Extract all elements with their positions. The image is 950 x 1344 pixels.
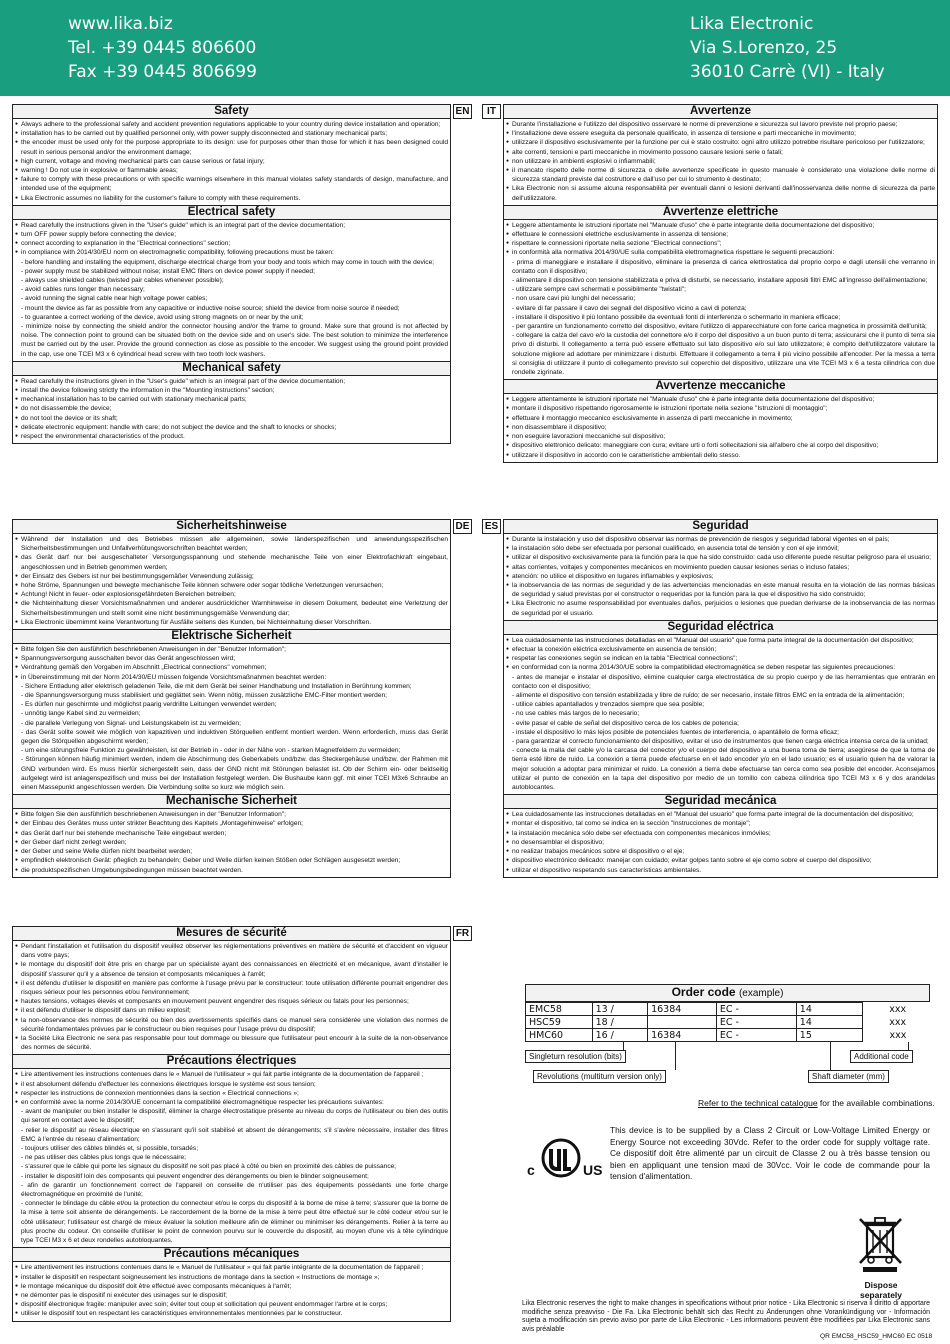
singleturn-label: Singleturn resolution (bits): [525, 1050, 626, 1063]
list-item: ● Lea cuidadosamente las instrucciones detalladas en el "Manual del usuario" que forma parte integral de la documentación del dispositivo;: [506, 636, 935, 645]
list-item: ● il est absolument défendu d'effectuer les connexions électriques lorsque le système est sous tension;: [15, 1080, 448, 1089]
list-item: ● il mancato rispetto delle norme di sicurezza o delle avvertenze specificate in questo manuale è considerato una violazione delle norme di sicurezza standard previste dal costruttore e dall'uso per cui lo strumento è destinato;: [506, 166, 935, 184]
table-cell: xxx: [889, 1029, 907, 1041]
section-body: [12, 119, 451, 444]
list-item: ● in conformità alla normativa 2014/30/UE sulla compatibilità elettromagnetica rispettare le seguenti precauzioni:: [506, 248, 935, 257]
list-item: ● la instalación sólo debe ser efectuada por personal cualificado, en ausencia total de tensión y con el eje inmóvil;: [506, 544, 935, 553]
revolutions-label: Revolutions (multiturn version only): [533, 1070, 666, 1083]
list-item: ● montar el dispositivo, tal como se indica en la sección "Instrucciones de montaje";: [506, 819, 935, 828]
list-item: ● Verdrahtung gemäß den Vorgaben im Abschnitt „Electrical connections" vornehmen;: [15, 663, 448, 672]
list-item: ● Lire attentivement les instructions contenues dans le « Manuel de l'utilisateur » qui fait partie intégrante de la documentation de l'appareil ;: [15, 1263, 448, 1272]
list-item: ● ne démonter pas le dispositif ni exécuter des usinages sur le dispositif;: [15, 1291, 448, 1300]
list-item: ● dispositivo elettronico delicato: maneggiare con cura; evitare urti o forti sollecitazioni sia all'albero che al corpo del dispositivo;: [506, 441, 935, 450]
list-item: ● montare il dispositivo rispettando rigorosamente le istruzioni riportate nella sezione "Istruzioni di montaggio";: [506, 404, 935, 413]
list-item: ● Read carefully the instructions given in the "User's guide" which is an integral part of the device documentation;: [15, 221, 448, 230]
list-item: ● Lika Electronic no asume responsabilidad por eventuales daños, perjuicios o lesiones que puedan derivarse de la inobservancia de las normas de seguridad por el usuario.: [506, 599, 935, 617]
list-item: - connecter le blindage du câble et/ou la protection du connecteur et/ou le corps du dispositif à la borne de mise à terre; s'assurer que la borne de la mise à terre soit absente de dérangements. Le raccordement de la borne de la mise à terre peut être effectué sur le côté codeur et/ou sur le côté utilisateur; l'utilisateur est chargé de mieux évaluer la solution meilleure afin de éliminer ou minimiser les dérangements. Relier à la terre au plus proche du codeur. On conseille d'utiliser le point de connexion pourvu sur le couvercle du dispositif, au moyen d'une vis à tête cylindrique type TCEI M3 x 6 et deux rondelles autobloquantes.: [21, 1200, 448, 1245]
list-item: ● no realizar trabajos mecánicos sobre el dispositivo o el eje;: [506, 847, 935, 856]
list-item: - conecte la malla del cable y/o la carcasa del conector y/o el cuerpo del dispositivo a una buena toma de tierra; asegúrese de que la toma de tierra esté libre de ruido. La conexión a tierra puede efectuarse en el lado encoder y/o en el lado usuario; es el usuario quien ha de valorar la mejor solución a adoptar para minimizar el ruido. La conexión a tierra debe efectuarse tan cerca como sea posible del encoder. Aconsejamos utilizar el punto de conexión en la tapa del dispositivo por medio de un tornillo con cabeza cilíndrica tipo TCEI M3 x 6 y dos arandelas autoblocantes.: [512, 747, 935, 792]
list-item: ● das Gerät darf nur bei ausgeschalteter Versorgungsspannung und stehende mechanische Teile von einer Elektrofachkraft eingebaut, angeschlossen und in Betrieb genommen werden;: [15, 553, 448, 571]
list-item: - minimize noise by connecting the shield and/or the connector housing and/or the frame to ground. Make sure that ground is not affected by noise. The connection point to ground can be situated both on the device side and on user's side. The best solution to minimize the interference must be carried out by the user. Provide the ground connection as close as possible to the encoder. We suggest using the ground point provided in the cap, use one TCEI M3 x 6 cylindrical head screw with two tooth lock washers.: [21, 323, 448, 358]
list-item: - alimente el dispositivo con tensión estabilizada y libre de ruido; de ser necesario, instale filtros EMC en la entrada de la alimentación;: [512, 692, 905, 700]
list-item: ● le montage du dispositif doit être pris en charge par un spécialiste ayant des connaissances en électricité et en mécanique, avant d'installer le dispositif s'assurer qu'il y a absence de tension et composants mécaniques à l'arrêt;: [15, 960, 448, 978]
bullet-list: [506, 120, 935, 203]
list-item: ● der Einsatz des Gebers ist nur bei bestimmungsgemäßer Verwendung zulässig;: [15, 572, 448, 581]
list-item: ● la inobservancia de las normas de seguridad y de las advertencias mencionadas en este manual resulta en la violación de las normas básicas de seguridad y salud previstas por el constructor o requeridas por la función para la que el dispositivo ha sido construido;: [506, 581, 935, 599]
list-item: ● Achtung! Nicht in feuer- oder explosionsgefährdeten Bereichen betreiben;: [15, 590, 448, 599]
list-item: ● do not tool the device or its shaft;: [15, 414, 448, 423]
list-item: ● en conformidad con la norma 2014/30/UE sobre la compatibilidad electromagnética se deben respetar las siguientes precauciones:: [506, 663, 935, 672]
language-tag: FR: [453, 926, 472, 941]
list-item: - mount the device as far as possible from any capacitive or inductive noise source; shield the device from noise source if needed;: [21, 304, 400, 312]
list-item: ● delicate electronic equipment: handle with care; do not subject the device and the shaft to knocks or shocks;: [15, 423, 448, 432]
list-item: - power supply must be stabilized without noise; install EMC filters on device power supply if needed;: [21, 267, 315, 275]
list-item: ● respect the environmental characteristics of the product.: [15, 432, 448, 441]
language-tag: DE: [453, 519, 472, 534]
disclaimer: Lika Electronic reserves the right to make changes in specifications without prior notice - Lika Electronic si riserva il diritto di apportare modifiche senza preavviso - Die Fa. Lika Electronic behält sich das Recht zu Änderungen ohne Vorankündigung vor - Información sujeta a modificación sin previo aviso por parte de Lika Electronic - Les informations peuvent être modifiées par Lika Electronic sans avis préalable: [522, 1300, 930, 1333]
order-code-title: Order code (example): [525, 984, 930, 1002]
list-item: ● il est défendu d'utiliser le dispositif en manière pas conforme à l'usage prévu par le constructeur: toute utilisation différente pourrait engendrer des risques sérieux pour les personnes et/ou l'environnement;: [15, 979, 448, 997]
bullet-list: [15, 221, 448, 359]
list-item: - avoid running the signal cable near high voltage power cables;: [21, 295, 208, 303]
street: Via S.Lorenzo, 25: [690, 38, 838, 58]
list-item: - para garantizar el correcto funcionamiento del dispositivo, evitar el uso de instrumentos que tienen carga eléctrica intensa cerca de la unidad;: [512, 738, 929, 746]
bullet-list: [15, 377, 448, 441]
bullet-list: [15, 645, 448, 792]
table-cell: 16384: [648, 1003, 717, 1016]
list-item: ● atención: no utilice el dispositivo en lugares inflamables y explosivos;: [506, 572, 935, 581]
bullet-list: [506, 636, 935, 792]
list-item: ● connect according to explanation in the "Electrical connections" section;: [15, 239, 448, 248]
list-item: ● la non-observance des normes de sécurité ou bien des avertissements spécifiés dans ce manuel sera considérée une violation des normes de sécurité fondamentales prévues par le constructeur ou bien requises pour l'usage prévu du dispositif;: [15, 1016, 448, 1034]
bullet-list: [15, 1263, 448, 1318]
list-item: ● the encoder must be used only for the purpose appropriate to its design: use for purposes other than those for which it has been designed could result in serious personal and/or the environment damage;: [15, 138, 448, 156]
section-body: [503, 119, 938, 463]
bullet-list: [15, 120, 448, 203]
list-item: ● en conformité avec la norme 2014/30/UE concernant la compatibilité électromagnétique respecter les précautions suivantes:: [15, 1098, 448, 1107]
list-item: - before handling and installing the equipment, discharge electrical charge from your body and tools which may come in touch with the device;: [21, 258, 435, 266]
list-item: - Störungen können häufig minimiert werden, indem die Abschirmung des Geberkabels und/bzw. das Steckergehäuse und/bzw. der Rahmen mit GND verbunden wird. Es muss hierfür sichergestellt sein, dass der GND nicht mit Störungen belastet ist. Ob der Schirm ein- oder beidseitig aufgelegt wird ist anlagenspezifisch und muss bei der Installation festgelegt werden. Die Bushaube kann ggf. mit einer TCEI M3x6 Schraube an einen Massepunkt angeschlossen werden. Die Verbindung sollte so kurz wie möglich sein.: [21, 756, 448, 792]
list-item: ● installation has to be carried out by qualified personnel only, with power supply disconnected and stationary mechanical parts;: [15, 129, 448, 138]
list-item: ● der Geber und seine Welle dürfen nicht bearbeitet werden;: [15, 847, 448, 856]
section-fr: [12, 926, 472, 1322]
section-title: Avvertenze: [503, 104, 938, 119]
website: www.lika.biz: [68, 14, 173, 34]
table-cell: 16 /: [592, 1029, 647, 1042]
list-item: ● Während der Installation und des Betriebes müssen alle allgemeinen, sowie länderspezifischen und anwendungsspezifischen Sicherheitsbestimmungen und Unfallverhütungsvorschriften beachtet werden;: [15, 535, 448, 553]
list-item: ● no desensamblar el dispositivo;: [506, 838, 935, 847]
subsection-title: Mechanical safety: [13, 361, 450, 376]
table-row: [526, 1016, 930, 1029]
subsection-title: Seguridad mecánica: [504, 794, 937, 809]
section-title: Mesures de sécurité: [12, 926, 451, 941]
list-item: - no use cables más largos de lo necesario;: [512, 710, 640, 718]
section-body: [503, 534, 938, 878]
bullet-list: [506, 535, 935, 618]
catalog-link[interactable]: Refer to the technical catalogue: [698, 1098, 818, 1108]
list-item: ● do not disassemble the device;: [15, 404, 448, 413]
list-item: - avoid cables runs longer than necessary;: [21, 286, 145, 294]
list-item: ● la Société Lika Electronic ne sera pas responsable pour tout dommage ou blessure que l'utilisateur peut encourir à la suite de la non-observance des normes de sécurité.: [15, 1034, 448, 1052]
list-item: - always use shielded cables (twisted pair cables whenever possible);: [21, 277, 224, 285]
table-cell: 14: [796, 1016, 863, 1029]
list-item: ● installer le dispositif en respectant soigneusement les instructions de montage dans la section « Instructions de montage »;: [15, 1273, 448, 1282]
table-cell: [648, 1016, 717, 1029]
section-body: [12, 534, 451, 878]
table-cell: xxx: [889, 1016, 907, 1028]
list-item: ● der Einbau des Gerätes muss unter strikter Beachtung des Kapitels „Montagehinweise" erfolgen;: [15, 819, 448, 828]
table-cell: EC -: [716, 1003, 796, 1016]
list-item: ● in Übereinstimmung mit der Norm 2014/30/EU müssen folgende Vorsichtsmaßnahmen beachtet werden:: [15, 673, 448, 682]
table-cell: EC -: [716, 1016, 796, 1029]
order-code-legend: [525, 1042, 930, 1090]
list-item: ● turn OFF power supply before connecting the device;: [15, 230, 448, 239]
subsection-title: Avvertenze elettriche: [504, 205, 937, 220]
list-item: ● le montage mécanique du dispositif doit être effectué avec composants mécaniques à l'arrêt;: [15, 1282, 448, 1291]
list-item: - installer le dispositif loin des composants qui peuvent engendrer des dérangements ou bien le blinder soigneusement;: [21, 1172, 369, 1180]
list-item: ● l'installazione deve essere eseguita da personale qualificato, in assenza di tensione e parti meccaniche in movimento;: [506, 129, 935, 138]
list-item: ● il est défendu d'utiliser le dispositif dans un milieu explosif;: [15, 1006, 448, 1015]
list-item: - relier le dispositif au réseau électrique en s'assurant qu'il soit stabilisé et absent de dérangements; s'il s'avère nécessaire, installer des filtres EMC à l'entrée du réseau d'alimentation;: [21, 1126, 448, 1143]
list-item: ● Read carefully the instructions given in the "User's guide" which is an integral part of the device documentation;: [15, 377, 448, 386]
list-item: - utilizzare sempre cavi schermati e possibilmente "twistati";: [512, 286, 686, 294]
list-item: ● utilizar el dispositivo exclusivamente para la función para la que ha sido construido: cada uso diferente puede resultar peligroso para el usuario;: [506, 553, 935, 562]
list-item: ● hohe Ströme, Spannungen und bewegte mechanische Teile können schwere oder sogar tödliche Verletzungen verursachen;: [15, 581, 448, 590]
dispose-label: Dispose separately: [859, 1280, 903, 1300]
section-body: [12, 941, 451, 1322]
list-item: - antes de manejar e instalar el dispositivo, elimine cualquier carga electrostática de su propio cuerpo y de las herramientas que entrarán en contacto con el dispositivo;: [512, 673, 935, 690]
list-item: ● non utilizzare in ambienti esplosivi o infiammabili;: [506, 157, 935, 166]
list-item: - die Spannungsversorgung muss stabilisiert und geglättet sein. Wenn nötig, müssen zusätzliche EMC-Filter montiert werden;: [21, 692, 388, 700]
list-item: ● Always adhere to the professional safety and accident prevention regulations applicable to your country during device installation and operation;: [15, 120, 448, 129]
svg-text:c: c: [527, 1162, 535, 1178]
table-cell: 18 /: [592, 1016, 647, 1029]
list-item: - utilice cables apantallados y trenzados siempre que sea posible;: [512, 701, 705, 709]
list-item: - evitare di far passare il cavo dei segnali del dispositivo vicino a cavi di potenza;: [512, 304, 747, 312]
list-item: ● dispositivo electrónico delicado: manejar con cuidado; evitar golpes tanto sobre el eje como sobre el cuerpo del dispositivo;: [506, 856, 935, 865]
crossed-bin-icon: [855, 1215, 907, 1273]
list-item: ● non disassemblare il dispositivo;: [506, 423, 935, 432]
address-block: [690, 12, 885, 84]
subsection-title: Précautions mécaniques: [13, 1247, 450, 1262]
language-tag: EN: [453, 104, 472, 119]
list-item: ● Bitte folgen Sie den ausführlich beschriebenen Anweisungen in der "Benutzer Information";: [15, 810, 448, 819]
shaft-label: Shaft diameter (mm): [808, 1070, 889, 1083]
list-item: - avant de manipuler ou bien installer le dispositif, éliminer la charge électrostatique présente au niveau du corps de l'utilisateur ou bien des outils qui seront en contact avec le dispositif;: [21, 1108, 448, 1125]
document-code: QR EMC58_HSC59_HMC60 EC 0518: [820, 1333, 933, 1340]
list-item: ● respetar las conexiones según se indican en la tabla "Electrical connections";: [506, 654, 935, 663]
subsection-title: Mechanische Sicherheit: [13, 794, 450, 809]
list-item: - das Gerät sollte soweit wie möglich von kapazitiven und induktiven Störquellen entfernt montiert werden. Wenn erforderlich, muss das Gerät gegen die Störquellen abgeschirmt werden;: [21, 728, 448, 746]
list-item: ● utilizzare il dispositivo esclusivamente per la funzione per cui è stato costruito: ogni altro utilizzo potrebbe risultare pericoloso per l'utilizzatore;: [506, 138, 935, 147]
table-cell: EC -: [716, 1029, 796, 1042]
list-item: ● install the device following strictly the information in the "Mounting instructions" section;: [15, 386, 448, 395]
list-item: ● Leggere attentamente le istruzioni riportate nel "Manuale d'uso" che è parte integrante della documentazione del dispositivo;: [506, 395, 935, 404]
list-item: ● mechanical installation has to be carried out with stationary mechanical parts;: [15, 395, 448, 404]
order-code-box: [525, 984, 930, 1090]
list-item: ● effettuare il montaggio meccanico esclusivamente in assenza di parti meccaniche in movimento;: [506, 414, 935, 423]
subsection-title: Avvertenze meccaniche: [504, 379, 937, 394]
list-item: - alimentare il dispositivo con tensione stabilizzata e priva di disturbi, se necessario, installare appositi filtri EMC all'ingresso dell'alimentazione;: [512, 277, 928, 285]
list-item: ● in compliance with 2014/30/EU norm on electromagnetic compatibility, following precautions must be taken:: [15, 248, 448, 257]
list-item: ● Bitte folgen Sie den ausführlich beschriebenen Anweisungen in der "Benutzer Information";: [15, 645, 448, 654]
list-item: ● effettuare le connessioni elettriche esclusivamente in assenza di tensione;: [506, 230, 935, 239]
list-item: ● rispettare le connessioni riportate nella sezione "Electrical connections";: [506, 239, 935, 248]
list-item: ● Durante la instalación y uso del dispositivo observar las normas de prevención de riesgos y seguridad laboral vigentes en el país;: [506, 535, 935, 544]
list-item: ● die produktspezifischen Umgebungsbedingungen müssen beachtet werden.: [15, 866, 448, 875]
list-item: ● Lika Electronic non si assume alcuna responsabilità per eventuali danni o lesioni derivanti dall'inosservanza delle norme di sicurezza da parte dell'utilizzatore.: [506, 184, 935, 202]
list-item: ● empfindlich elektronisch Gerät: pfleglich zu behandeln; Geber und Welle dürfen keinen Stößen oder Schlägen ausgesetzt werden;: [15, 856, 448, 865]
list-item: ● high current, voltage and moving mechanical parts can cause serious or fatal injury;: [15, 157, 448, 166]
list-item: ● alte correnti, tensioni e parti meccaniche in movimento possono causare lesioni serie o fatali;: [506, 148, 935, 157]
list-item: ● dispositif électronique fragile: manipuler avec soin; éviter tout coup et sollicitation qui peuvent endommager l'arbre et le corps;: [15, 1300, 448, 1309]
list-item: ● utiliser le dispositif tout en respectant les caractéristiques environnementales mentionnées par le constructeur.: [15, 1309, 448, 1318]
list-item: ● utilizar el dispositivo respetando sus características ambientales.: [506, 866, 935, 875]
bullet-list: [506, 810, 935, 874]
list-item: ● Lika Electronic assumes no liability for the customer's failure to comply with these requirements.: [15, 194, 448, 203]
list-item: ● Spannungsversorgung ausschalten bevor das Gerät angeschlossen wird;: [15, 654, 448, 663]
list-item: ● hautes tensions, voltages élevés et composants en mouvement peuvent engendrer des risques sérieux ou fatals pour les personnes;: [15, 997, 448, 1006]
catalog-note: Refer to the technical catalogue for the available combinations.: [698, 1098, 935, 1108]
list-item: ● der Geber darf nicht zerlegt werden;: [15, 838, 448, 847]
list-item: ● Pendant l'installation et l'utilisation du dispositif veuillez observer les réglementations préventives en matière de sécurité et d'accident en vigueur dans votre pays;: [15, 942, 448, 960]
table-cell: EMC58: [526, 1003, 593, 1016]
list-item: - installare il dispositivo il più lontano possibile da eventuali fonti di interferenza o schermarlo in maniera efficace;: [512, 313, 841, 321]
list-item: - prima di maneggiare e installare il dispositivo, eliminare la presenza di carica elettrostatica dal proprio corpo e dagli utensili che verranno in contatto con il dispositivo;: [512, 258, 935, 275]
header-banner: [0, 0, 950, 96]
company-name: Lika Electronic: [690, 14, 814, 34]
contact-block: [68, 12, 257, 84]
table-cell: HSC59: [526, 1016, 593, 1029]
weee-block: [843, 1215, 919, 1300]
bullet-list: [15, 1070, 448, 1245]
list-item: ● die Nichteinhaltung dieser Vorsichtsmaßnahmen und anderer ausdrücklicher Warnhinweise in diesem Dokument, bedeutet eine Verletzung der Sicherheitsbestimmungen und stellt somit eine nicht bestimmungsgemäße Verwendung dar;: [15, 599, 448, 617]
list-item: ● utilizzare il dispositivo in accordo con le caratteristiche ambientali dello stesso.: [506, 451, 935, 460]
section-de: [12, 519, 472, 878]
table-cell: 15: [796, 1029, 863, 1042]
ul-logo: [525, 1135, 607, 1181]
list-item: ● Durante l'installazione e l'utilizzo del dispositivo osservare le norme di prevenzione e sicurezza sul lavoro previste nel proprio paese;: [506, 120, 935, 129]
fax: Fax +39 0445 806699: [68, 62, 257, 82]
table-cell: 13 /: [592, 1003, 647, 1016]
list-item: ● Lire attentivement les instructions contenues dans le « Manuel de l'utilisateur » qui fait partie intégrante de la documentation de l'appareil ;: [15, 1070, 448, 1079]
list-item: ● failure to comply with these precautions or with specific warnings elsewhere in this manual violates safety standards of design, manufacture, and intended use of the equipment;: [15, 175, 448, 193]
list-item: - evite pasar el cable de señal del dispositivo cerca de los cables de potencia;: [512, 719, 739, 727]
subsection-title: Electrical safety: [13, 205, 450, 220]
subsection-title: Précautions électriques: [13, 1054, 450, 1069]
section-title: Safety: [12, 104, 451, 119]
list-item: ● das Gerät darf nur bei stehende mechanische Teile eingebaut werden;: [15, 829, 448, 838]
table-row: [526, 1029, 930, 1042]
order-code-table: [525, 1002, 930, 1042]
bullet-list: [506, 395, 935, 459]
list-item: - um eine störungsfreie Funktion zu gewährleisten, ist der Betrieb in - oder in der Nähe von - starken Magnetfeldern zu vermeiden;: [21, 747, 401, 755]
section-en: [12, 104, 472, 444]
section-title: Seguridad: [503, 519, 938, 534]
list-item: - non usare cavi più lunghi del necessario;: [512, 295, 636, 303]
bullet-list: [15, 535, 448, 627]
list-item: - ne pas utiliser des câbles plus longs que le nécessaire;: [21, 1154, 186, 1162]
language-tag: ES: [482, 519, 501, 534]
table-cell: 16384: [648, 1029, 717, 1042]
list-item: ● la instalación mecánica sólo debe ser efectuada con componentes mecánicos inmóviles;: [506, 829, 935, 838]
list-item: ● altas corrientes, voltajes y componentes mecánicos en movimiento pueden causar lesiones serias o incluso fatales;: [506, 563, 935, 572]
list-item: ● Lea cuidadosamente las instrucciones detalladas en el "Manual del usuario" que forma parte integral de la documentación del dispositivo;: [506, 810, 935, 819]
table-cell: xxx: [889, 1003, 907, 1015]
list-item: - toujours utiliser des câbles blindés et, si possible, torsadés;: [21, 1145, 199, 1153]
list-item: ● Lika Electronic übernimmt keine Verantwortung für Ausfälle seitens des Kunden, bei Nichteinhaltung dieser Vorschriften.: [15, 618, 448, 627]
section-es: [482, 519, 938, 878]
section-title: Sicherheitshinweise: [12, 519, 451, 534]
list-item: - die parallele Verlegung von Signal- und Leistungskabeln ist zu vermeiden;: [21, 719, 241, 727]
list-item: - Es dürfen nur geschirmte und möglichst paarig verdrillte Leitungen verwendet werden;: [21, 701, 277, 709]
table-cell: 14: [796, 1003, 863, 1016]
table-cell: HMC60: [526, 1029, 593, 1042]
list-item: - collegare la calza del cavo e/o la custodia del connettore e/o il corpo del dispositivo a un buon punto di terra; assicurarsi che il punto di terra sia privo di disturbi. Il collegamento a terra può essere effettuato sul lato dispositivo e/o sul lato utilizzatore; è compito dell'utilizzatore valutare la soluzione migliore ad adottare per minimizzare i disturbi. Effettuare il collegamento a terra il più vicino possibile all'encoder. Per la messa a terra si consiglia di utilizzare il punto di collegamento previsto sul coperchio del dispositivo, utilizzare una vite TCEI M3 x 6 a testa cilindrica con due rondelle zigrinate.: [512, 332, 935, 377]
list-item: ● efectuar la conexión eléctrica exclusivamente en ausencia de tensión;: [506, 645, 935, 654]
bullet-list: [506, 221, 935, 377]
list-item: - unnötig lange Kabel sind zu vermeiden;: [21, 710, 141, 718]
list-item: - per garantire un funzionamento corretto del dispositivo, evitare l'utilizzo di apparecchiature con forte carica magnetica in prossimità dell'unità;: [512, 323, 927, 331]
list-item: - afin de garantir un fonctionnement correct de l'appareil on conseille de n'utiliser pas des équipements possédants une forte charge électromagnétique en proximité de l'unité;: [21, 1181, 448, 1199]
city: 36010 Carrè (VI) - Italy: [690, 62, 885, 82]
list-item: ● Leggere attentamente le istruzioni riportate nel "Manuale d'uso" che è parte integrante della documentazione del dispositivo;: [506, 221, 935, 230]
section-it: [482, 104, 938, 463]
list-item: ● non eseguire lavorazioni meccaniche sul dispositivo;: [506, 432, 935, 441]
bullet-list: [15, 942, 448, 1052]
list-item: - s'assurer que le câble qui porte les signaux du dispositif ne soit pas placé à côté ou bien en proximité des câbles de puissance;: [21, 1163, 397, 1171]
ul-supply-note: This device is to be supplied by a Class 2 Circuit or Low-Voltage Limited Energy or Energy Source not exceeding 30Vdc. Refer to the order code for supply voltage rate. Ce dispositif doit être alimenté par un circuit de Classe 2 ou à très basse tension ou bien en appliquant une tension maxi de 30Vcc. Voir le code de commande pour la tension d'alimentation.: [610, 1125, 930, 1181]
language-tag: IT: [482, 104, 501, 119]
list-item: ● respecter les instructions de connexion mentionnées dans la section « Electrical connections »;: [15, 1089, 448, 1098]
list-item: - Sichere Entladung aller elektrisch geladenen Teile, die mit dem Gerät bei seiner Handhabung und Installation in Berührung kommen;: [21, 682, 412, 690]
additional-label: Additional code: [850, 1050, 913, 1063]
list-item: ● warning ! Do not use in explosive or flammable areas;: [15, 166, 448, 175]
svg-text:US: US: [583, 1162, 603, 1178]
subsection-title: Elektrische Sicherheit: [13, 629, 450, 644]
table-row: [526, 1003, 930, 1016]
bullet-list: [15, 810, 448, 874]
list-item: - to guarantee a correct working of the device, avoid using strong magnets on or near by the unit;: [21, 313, 304, 321]
subsection-title: Seguridad eléctrica: [504, 620, 937, 635]
phone: Tel. +39 0445 806600: [68, 38, 257, 58]
list-item: - instale el dispositivo lo más lejos posible de potenciales fuentes de interferencia, o apantállelo de forma eficaz;: [512, 728, 839, 736]
